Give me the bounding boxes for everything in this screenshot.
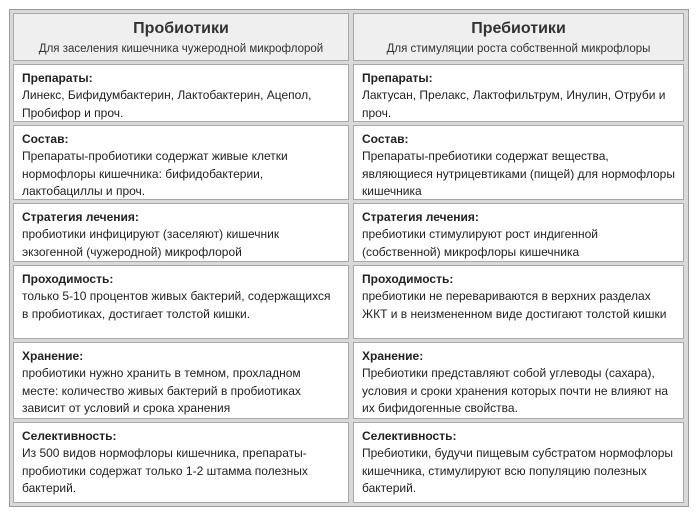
cell-probiotics-selectivity — [13, 422, 349, 503]
cell-prebiotics-passage — [353, 265, 684, 339]
column-title: Пребиотики — [471, 20, 566, 37]
column-subtitle: Для стимуляции роста собственной микрофлоры — [386, 43, 651, 55]
row-text: Пребиотики, будучи пищевым субстратом нормофлоры кишечника, стимулируют всю популяцию полезных бактерий. — [362, 446, 674, 495]
row-text: пребиотики не перевариваются в верхних разделах ЖКТ и в неизмененном виде достигают толстой кишки — [362, 289, 667, 321]
comparison-table — [9, 9, 689, 507]
header-prebiotics — [353, 13, 684, 61]
row-text: Препараты-пробиотики содержат живые клетки нормофлоры кишечника: бифидобактерии, лактобациллы и проч. — [22, 149, 288, 198]
row-text: Препараты-пребиотики содержат вещества, являющиеся нутрицевтиками (пищей) для нормофлоры кишечника — [362, 149, 675, 198]
row-text: Пребиотики представляют собой углеводы (сахара), условия и сроки хранения которых почти не влияют на их бифидогенные свойства. — [362, 366, 669, 415]
cell-probiotics-preparations — [13, 64, 349, 122]
row-label: Стратегия лечения: — [22, 210, 139, 224]
row-label: Препараты: — [362, 71, 433, 85]
row-label: Хранение: — [22, 349, 84, 363]
cell-prebiotics-selectivity — [353, 422, 684, 503]
row-label: Препараты: — [22, 71, 93, 85]
row-text: Лактусан, Прелакс, Лактофильтрум, Инулин, Отруби и проч. — [362, 88, 666, 120]
cell-prebiotics-composition — [353, 125, 684, 200]
row-text: Из 500 видов нормофлоры кишечника, препараты-пробиотики содержат только 1-2 штамма полезных бактерий. — [22, 446, 308, 495]
row-label: Стратегия лечения: — [362, 210, 479, 224]
row-label: Состав: — [22, 132, 69, 146]
row-text: пробиотики инфицируют (заселяют) кишечник экзогенной (чужеродной) микрофлорой — [22, 227, 280, 259]
cell-probiotics-strategy — [13, 203, 349, 262]
row-text: только 5-10 процентов живых бактерий, содержащихся в пробиотиках, достигает толстой кишки. — [22, 289, 331, 321]
row-label: Селективность: — [362, 429, 457, 443]
row-label: Проходимость: — [22, 272, 114, 286]
column-title: Пробиотики — [133, 20, 229, 37]
column-subtitle: Для заселения кишечника чужеродной микрофлорой — [38, 43, 324, 55]
header-probiotics — [13, 13, 349, 61]
row-label: Хранение: — [362, 349, 424, 363]
row-text: пробиотики нужно хранить в темном, прохладном месте: количество живых бактерий в пробиотиках зависит от условий и срока хранения — [22, 366, 301, 415]
cell-prebiotics-storage — [353, 342, 684, 419]
row-label: Селективность: — [22, 429, 117, 443]
row-text: пребиотики стимулируют рост индигенной (собственной) микрофлоры кишечника — [362, 227, 598, 259]
cell-prebiotics-preparations — [353, 64, 684, 122]
row-label: Проходимость: — [362, 272, 454, 286]
row-text: Линекс, Бифидумбактерин, Лактобактерин, Ацепол, Пробифор и проч. — [22, 88, 312, 120]
row-label: Состав: — [362, 132, 409, 146]
cell-prebiotics-strategy — [353, 203, 684, 262]
cell-probiotics-storage — [13, 342, 349, 419]
cell-probiotics-passage — [13, 265, 349, 339]
cell-probiotics-composition — [13, 125, 349, 200]
